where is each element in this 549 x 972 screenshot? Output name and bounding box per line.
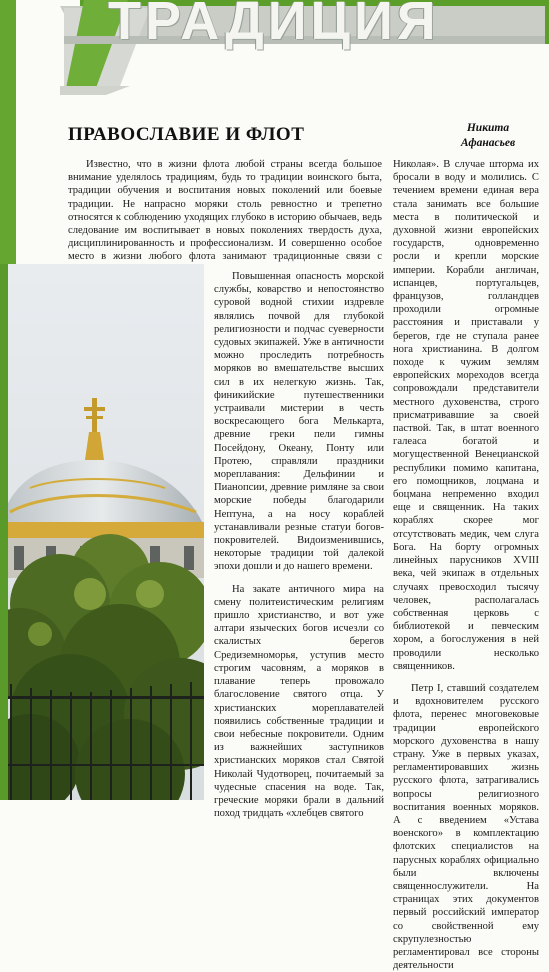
right-paragraph-2: Петр I, ставший создателем и вдохновителем русского флота, перенес многовековые традиции европейского морского духовенства в нашу страну. Уже в первых указах, регламентировавших жизнь русского флота, затрагивались вопросы религиозного воспитания военных моряков. А с введением «Устава военского» в комплектацию флотских специалистов на парусных кораблях официально были включены священнослужители. На страницах этих документов первый российский император со свойственной ему скрупулезностью регламентировал все стороны деятельности — [393, 682, 539, 972]
middle-column — [214, 270, 384, 820]
author-last-name: Афанасьев — [460, 137, 516, 149]
intro-paragraph — [68, 158, 382, 277]
cathedral-photo — [0, 264, 204, 800]
author-byline — [438, 121, 538, 151]
intro-text: Известно, что в жизни флота любой страны всегда большое внимание уделялось традициям, будь то традиции воинского быта, традиции обучения и воспитания новых поколений или боевые традиции. Не напрасно моряки столь ревностно и трепетно относятся к соблюдению уходящих глубоко в историю обычаев, ведь следование им воспитывает в новых поколениях твердость духа, дисциплинированность и профессионализм. И совершенно особое место в жизни любого флота занимают традиционные связи с — [68, 159, 382, 263]
section-title: ТРАДИЦИЯ — [108, 0, 440, 51]
middle-paragraph-1: Повышенная опасность морской службы, коварство и непостоянство суровой водной стихии издревле являлись почвой для глубокой религиозности и подчас суеверности судовых экипажей. Уже в античности можно проследить потребность моряков во вмешательстве высших сил в их нелегкую жизнь. Так, финикийские путешественники устраивали мистерии в честь воскресающего бога Мелькарта, древние греки пели гимны Посейдону, Океану, Понту или Протею, справляли праздники мореплавания: Дельфинии и Пианопсии, древние римляне за свои морские победы благодарили Нептуна, а на носу кораблей устанавливали резные статуи богов-покровителей. Видоизменившись, некоторые традиции той далекой эпохи дошли и до нашего времени. — [214, 271, 384, 573]
accent-bar-bottom — [0, 264, 8, 800]
right-paragraph-1: Николая». В случае шторма их бросали в воду и молились. С течением времени единая вера стала занимать все большие места в политической и духовной жизни европейских государств, одновременно росли и крепли морские империи. Корабли англичан, испанцев, португальцев, французов, голландцев проходили огромные расстояния и приставали у берегов, где не ступала ранее нога христианина. В долгом походе к чужим землям европейских мореходов всегда сопровождали представители местного духовенства, строго присматривавшие за своей паствой. Так, в штат военного галеаса богатой и могущественной Венецианской республики помимо капитана, его помощников, лоцмана и боцмана непременно входил еще и священник. На таких кораблях скорее мог отсутствовать медик, чем слуга Бога. На борту огромных линейных парусников XVIII века, чей экипаж в отдельных случаях превосходил тысячу человек, располагалась собственная церковь с библиотекой и певческим хором, а богослужения в ней проводили несколько священников. — [393, 159, 539, 672]
accent-bar-top — [0, 0, 16, 264]
middle-paragraph-2: На закате античного мира на смену политеистическим религиям пришло христианство, и вот уже алтари языческих богов исчезли со скалистых берегов Средиземноморья, уступив место строгим часовням, а моряков в плавание теперь провожало благословение святого отца. У христианских мореплавателей появились собственные традиции и свои небесные покровители. Одним из важнейших заступников христианских моряков стал Святой Николай Чудотворец, почитаемый за чудесные спасения на воде. Так, греческие моряки брали в дальний поход тридцать «хлебцев святого — [214, 583, 384, 820]
right-column — [393, 158, 539, 972]
author-first-name: Никита — [466, 122, 510, 134]
article-title: ПРАВОСЛАВИЕ И ФЛОТ — [68, 124, 305, 145]
